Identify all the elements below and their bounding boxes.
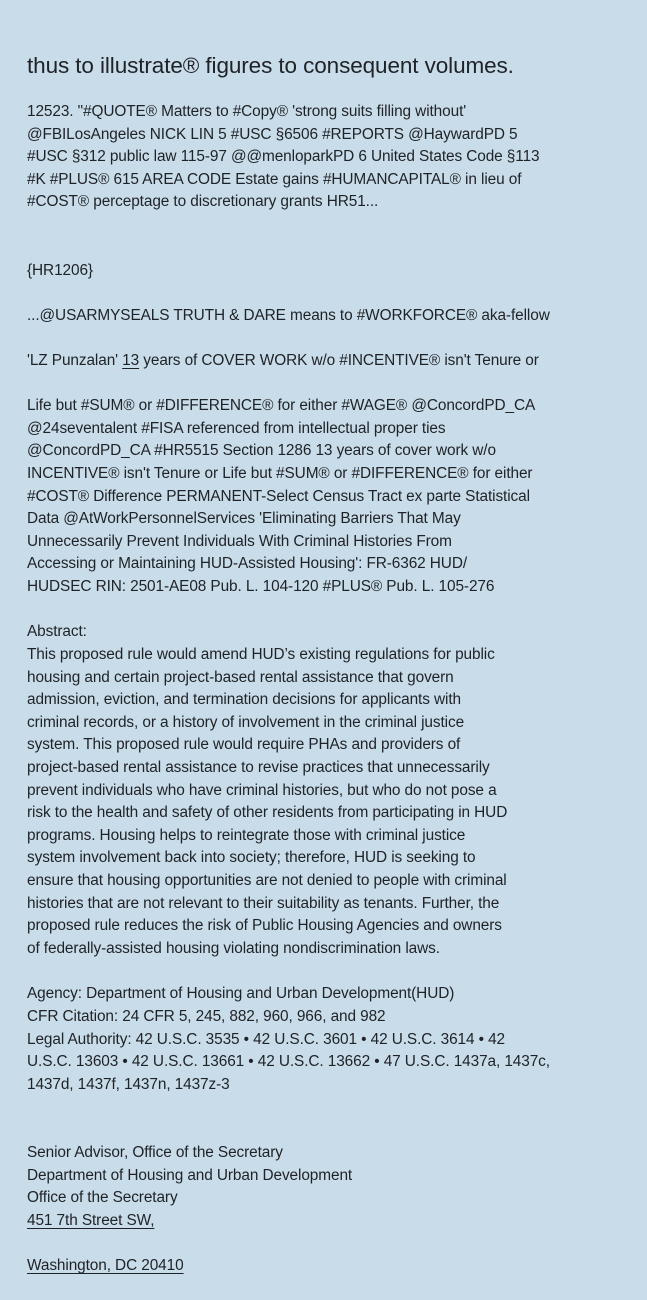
spacer (27, 598, 625, 621)
contact-section (27, 1119, 625, 1300)
paragraph-line: ...@USARMYSEALS TRUTH & DARE means to #WORKFORCE® aka-fellow (27, 306, 550, 324)
spacer (27, 214, 625, 237)
agency-section: Agency: Department of Housing and Urban Development(HUD) CFR Citation: 24 CFR 5, 245, 882, 960, 966, and 982 Legal Authority: 42 U.S.C. 3535 • 42 U.S.C. 3601 • 42 U.S.C. 3614 • 42 U.S.C. 13603 • 42 U.S.C. 13661 • 42 U.S.C. 13662 • 47 U.S.C. 1437a, 1437c, 1437d, 1437f, 1437n, 1437z-3 (27, 985, 550, 1093)
abstract-section: Abstract: This proposed rule would amend HUD’s existing regulations for public housing and certain project-based rental assistance that govern admission, eviction, and termination decisions for applicants with criminal records, or a history of involvement in the criminal justice system. This proposed rule would require PHAs and providers of project-based rental assistance to revise practices that unnecessarily prevent individuals who have criminal histories, but who do not pose a risk to the health and safety of other residents from participating in HUD programs. Housing helps to reintegrate those with criminal justice system involvement back into society; therefore, HUD is seeking to ensure that housing opportunities are not denied to people with criminal histories that are not relevant to their suitability as tenants. Further, the proposed rule reduces the risk of Public Housing Agencies and owners of federally-assisted housing violating nondiscrimination laws. (27, 623, 508, 957)
paragraph-line (27, 350, 625, 373)
spacer (27, 1096, 625, 1119)
paragraph-hr1206 (27, 237, 625, 599)
text-segment: years of COVER WORK w/o #INCENTIVE® isn't Tenure or (139, 351, 539, 369)
page-heading: thus to illustrate® figures to consequent volumes. (27, 53, 514, 78)
hr-tag: {HR1206} (27, 261, 93, 279)
contact-lines: Senior Advisor, Office of the Secretary Department of Housing and Urban Development Office of the Secretary (27, 1143, 353, 1207)
paragraph-rest: Life but #SUM® or #DIFFERENCE® for either #WAGE® @ConcordPD_CA @24seventalent #FISA referenced from intellectual proper ties @ConcordPD_CA #HR5515 Section 1286 13 years of cover work w/o INCENTIVE® isn't Tenure or Life but #SUM® or #DIFFERENCE® for either #COST® Difference PERMANENT-Select Census Tract ex parte Statistical Data @AtWorkPersonnelServices 'Eliminating Barriers That May Unnecessarily Prevent Individuals With Criminal Histories From Accessing or Maintaining HUD-Assisted Housing': FR-6362 HUD/ HUDSEC RIN: 2501-AE08 Pub. L. 104-120 #PLUS® Pub. L. 105-276 (27, 397, 536, 595)
underlined-number: 13 (122, 351, 140, 369)
text-segment: 'LZ Punzalan' (27, 351, 123, 369)
spacer (27, 960, 625, 983)
paragraph-quote: 12523. "#QUOTE® Matters to #Copy® 'strong suits filling without' @FBILosAngeles NICK LIN 5 #USC §6506 #REPORTS @HaywardPD 5 #USC §312 public law 115-97 @@menloparkPD 6 United States Code §113 #K #PLUS® 615 AREA CODE Estate gains #HUMANCAPITAL® in lieu of #COST® perceptage to discretionary grants HR51... (27, 103, 540, 211)
address-link-street[interactable]: 451 7th Street SW, (27, 1211, 155, 1229)
address-link-city[interactable]: Washington, DC 20410 (27, 1256, 184, 1274)
